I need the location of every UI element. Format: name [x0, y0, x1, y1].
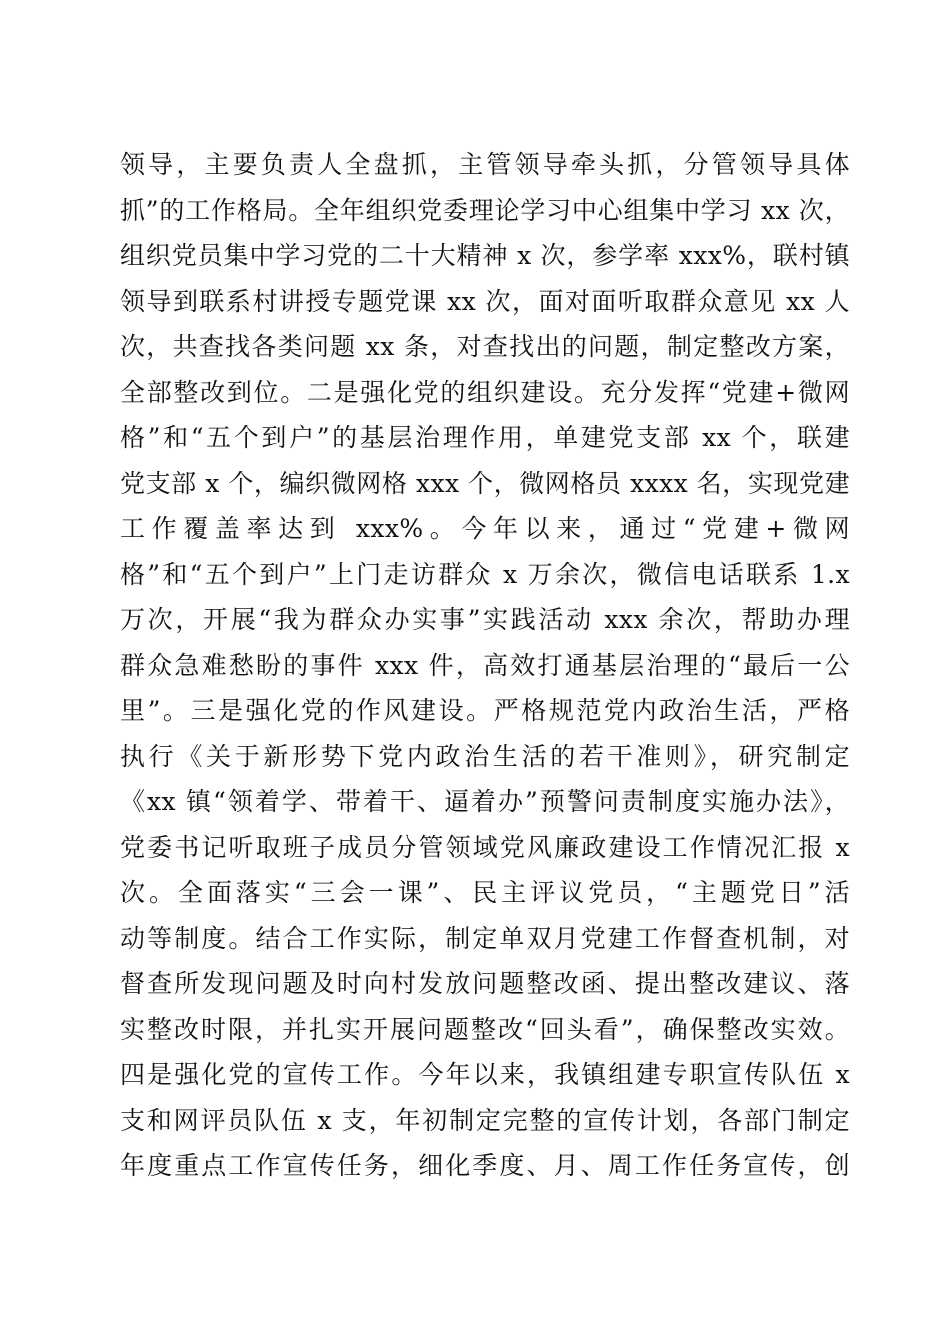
text-line: 群众急难愁盼的事件 xxx 件，高效打通基层治理的“最后一公: [120, 650, 850, 680]
text-line: 领导到联系村讲授专题党课 xx 次，面对面听取群众意见 xx 人: [120, 286, 850, 316]
text-line: 党委书记听取班子成员分管领域党风廉政建设工作情况汇报 x: [120, 832, 850, 862]
text-line: 执行《关于新形势下党内政治生活的若干准则》，研究制定: [120, 741, 850, 771]
text-line: 组织党员集中学习党的二十大精神 x 次，参学率 xxx%，联村镇: [120, 241, 850, 270]
text-line: 格”和“五个到户”的基层治理作用，单建党支部 xx 个，联建: [120, 423, 850, 452]
text-line: 工作覆盖率达到 xxx%。今年以来，通过“党建+微网: [120, 514, 850, 543]
text-line: 全部整改到位。二是强化党的组织建设。充分发挥“党建+微网: [120, 377, 850, 407]
body-text: [120, 142, 850, 1189]
text-line: 领导，主要负责人全盘抓，主管领导牵头抓，分管领导具体: [120, 150, 850, 179]
text-line: 实整改时限，并扎实开展问题整改“回头看”，确保整改实效。: [120, 1014, 850, 1044]
text-line: 四是强化党的宣传工作。今年以来，我镇组建专职宣传队伍 x: [120, 1060, 850, 1089]
text-line: 动等制度。结合工作实际，制定单双月党建工作督查机制，对: [120, 923, 850, 953]
text-line: 年度重点工作宣传任务，细化季度、月、周工作任务宣传，创: [120, 1151, 850, 1180]
text-line: 里”。三是强化党的作风建设。严格规范党内政治生活，严格: [120, 696, 850, 725]
text-line: 《xx 镇“领着学、带着干、逼着办”预警问责制度实施办法》，: [120, 787, 850, 816]
text-line: 党支部 x 个，编织微网格 xxx 个，微网格员 xxxx 名，实现党建: [120, 468, 850, 498]
text-line: 次。全面落实“三会一课”、民主评议党员，“主题党日”活: [120, 878, 850, 907]
text-line: 格”和“五个到户”上门走访群众 x 万余次，微信电话联系 1.x: [120, 559, 850, 589]
text-line: 支和网评员队伍 x 支，年初制定完整的宣传计划，各部门制定: [120, 1105, 850, 1135]
text-line: 督查所发现问题及时向村发放问题整改函、提出整改建议、落: [120, 969, 850, 998]
text-line: 万次，开展“我为群众办实事”实践活动 xxx 余次，帮助办理: [120, 605, 850, 634]
text-line: 次，共查找各类问题 xx 条，对查找出的问题，制定整改方案，: [120, 332, 850, 361]
text-line: 抓”的工作格局。全年组织党委理论学习中心组集中学习 xx 次，: [120, 195, 850, 225]
